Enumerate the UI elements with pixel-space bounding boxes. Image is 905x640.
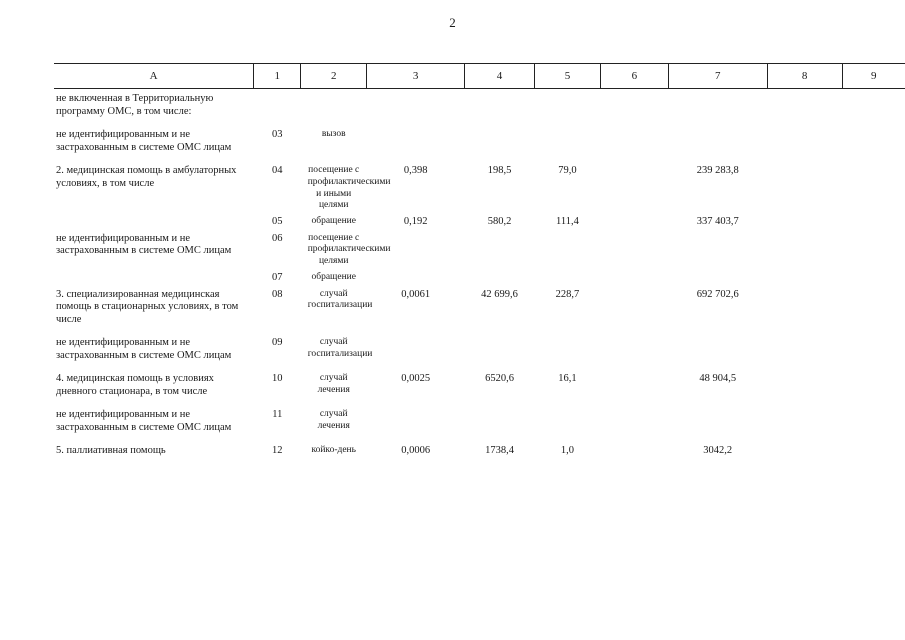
- table-row: [54, 161, 905, 212]
- col8-cell: [767, 285, 842, 334]
- col8-cell: [767, 89, 842, 126]
- row-name-cell: 5. паллиативная помощь: [56, 445, 166, 457]
- col5-cell: [535, 125, 601, 161]
- row-unit-cell: [301, 161, 391, 212]
- table-row: [54, 405, 905, 441]
- row-name-cell: [54, 268, 254, 285]
- table-row: [54, 333, 905, 369]
- col6-cell: [600, 441, 668, 465]
- col9-cell: [842, 89, 905, 126]
- col6-cell: [600, 89, 668, 126]
- row-unit-cell: [301, 333, 373, 369]
- col6-cell: [600, 229, 668, 268]
- services-table: [54, 63, 905, 465]
- col5-cell: 16,1: [558, 373, 577, 385]
- header-cell: 1: [254, 64, 301, 89]
- col6-cell: [600, 369, 668, 405]
- col9-cell: [842, 268, 905, 285]
- col4-cell: [465, 333, 535, 369]
- unit-text: случай госпитализации: [307, 337, 373, 359]
- col3-cell: [367, 125, 465, 161]
- col3-cell: 0,0006: [401, 445, 431, 457]
- col6-cell: [600, 333, 668, 369]
- col9-cell: [842, 405, 905, 441]
- col3-cell: 0,0061: [401, 288, 431, 300]
- row-unit-cell: [301, 405, 367, 441]
- row-code-cell: 07: [272, 272, 283, 284]
- row-code-cell: 10: [272, 373, 283, 385]
- col9-cell: [842, 285, 905, 334]
- col8-cell: [767, 333, 842, 369]
- row-code-cell: 12: [272, 445, 283, 457]
- header-cell: 8: [767, 64, 842, 89]
- unit-text: посещение с профилактическими целями: [307, 232, 391, 267]
- col8-cell: [767, 125, 842, 161]
- col3-cell: [367, 405, 465, 441]
- col5-cell: [535, 89, 601, 126]
- col6-cell: [600, 285, 668, 334]
- row-code-cell: 05: [272, 216, 283, 228]
- row-code-cell: 03: [272, 129, 283, 140]
- row-unit-cell: [301, 369, 367, 405]
- header-cell: 6: [600, 64, 668, 89]
- table-row: [54, 89, 905, 126]
- col9-cell: [842, 125, 905, 161]
- col4-cell: 6520,6: [485, 373, 514, 385]
- table-row: [54, 125, 905, 161]
- row-name-cell: не идентифицированным и не застрахованным в системе ОМС лицам: [56, 129, 232, 153]
- row-unit-cell: [301, 89, 367, 126]
- row-name-cell: не идентифицированным и не застрахованным в системе ОМС лицам: [56, 232, 232, 257]
- col7-cell: [668, 333, 767, 369]
- col7-cell: 239 283,8: [696, 165, 739, 176]
- row-unit-cell: [301, 441, 367, 465]
- col7-cell: [668, 125, 767, 161]
- table-row: [54, 369, 905, 405]
- table-row: [54, 441, 905, 465]
- col4-cell: [465, 125, 535, 161]
- header-cell: 7: [668, 64, 767, 89]
- col9-cell: [842, 333, 905, 369]
- col3-cell: 0,192: [403, 216, 428, 228]
- col3-cell: [367, 333, 465, 369]
- col5-cell: [535, 405, 601, 441]
- col7-cell: 337 403,7: [696, 216, 739, 228]
- col5-cell: [535, 229, 601, 268]
- col6-cell: [600, 268, 668, 285]
- unit-text: случай лечения: [317, 409, 350, 431]
- unit-text: койко-день: [311, 445, 356, 456]
- col9-cell: [842, 212, 905, 229]
- col7-cell: [668, 229, 767, 268]
- col9-cell: [842, 161, 905, 212]
- col8-cell: [767, 212, 842, 229]
- table-body: [54, 89, 905, 465]
- col7-cell: 3042,2: [703, 445, 733, 457]
- row-unit-cell: [301, 125, 367, 161]
- col3-cell: 0,398: [403, 165, 428, 176]
- row-name-cell: 4. медицинская помощь в условиях дневного стационара, в том числе: [56, 373, 214, 397]
- col4-cell: 1738,4: [485, 445, 514, 457]
- row-unit-cell: [301, 229, 391, 268]
- col8-cell: [767, 268, 842, 285]
- col5-cell: [535, 268, 601, 285]
- row-code-cell: [254, 89, 301, 126]
- header-cell: 5: [535, 64, 601, 89]
- table-row: [54, 212, 905, 229]
- col6-cell: [600, 161, 668, 212]
- row-code-cell: 04: [272, 165, 283, 176]
- col3-cell: [367, 268, 465, 285]
- col8-cell: [767, 441, 842, 465]
- unit-text: обращение: [311, 216, 356, 227]
- table-row: [54, 285, 905, 334]
- unit-text: вызов: [321, 129, 346, 139]
- col9-cell: [842, 369, 905, 405]
- col6-cell: [600, 405, 668, 441]
- row-name-cell: не включенная в Территориальную программу ОМС, в том числе:: [56, 93, 214, 117]
- table-row: [54, 268, 905, 285]
- row-name-cell: [54, 212, 254, 229]
- col8-cell: [767, 405, 842, 441]
- col4-cell: 198,5: [487, 165, 512, 176]
- unit-text: случай госпитализации: [307, 288, 373, 311]
- unit-text: обращение: [311, 272, 356, 283]
- header-cell: 2: [301, 64, 367, 89]
- row-unit-cell: [301, 285, 373, 334]
- col8-cell: [767, 369, 842, 405]
- row-name-cell: не идентифицированным и не застрахованным в системе ОМС лицам: [56, 409, 232, 433]
- col5-cell: 79,0: [558, 165, 577, 176]
- col7-cell: [668, 268, 767, 285]
- col5-cell: 111,4: [556, 216, 579, 228]
- col4-cell: [465, 405, 535, 441]
- header-cell: 9: [842, 64, 905, 89]
- unit-text: случай лечения: [317, 373, 350, 395]
- col7-cell: 48 904,5: [699, 373, 737, 385]
- col3-cell: 0,0025: [401, 373, 431, 385]
- col7-cell: [668, 89, 767, 126]
- unit-text: посещение с профилактическими и иными целями: [307, 165, 391, 211]
- row-code-cell: 11: [272, 409, 283, 421]
- col4-cell: 580,2: [487, 216, 512, 228]
- header-cell: А: [54, 64, 254, 89]
- row-code-cell: 08: [272, 288, 283, 300]
- col4-cell: [465, 89, 535, 126]
- row-name-cell: 3. специализированная медицинская помощь в стационарных условиях, в том числе: [56, 288, 239, 325]
- header-cell: 4: [465, 64, 535, 89]
- col7-cell: 692 702,6: [696, 288, 739, 300]
- col3-cell: [367, 89, 465, 126]
- row-name-cell: не идентифицированным и не застрахованным в системе ОМС лицам: [56, 337, 232, 361]
- row-name-cell: 2. медицинская помощь в амбулаторных условиях, в том числе: [56, 165, 237, 189]
- col8-cell: [767, 229, 842, 268]
- table-row: [54, 229, 905, 268]
- header-row: [54, 64, 905, 89]
- col8-cell: [767, 161, 842, 212]
- col5-cell: 1,0: [560, 445, 575, 457]
- page-number: 2: [449, 15, 456, 30]
- row-code-cell: 06: [272, 232, 283, 244]
- header-cell: 3: [367, 64, 465, 89]
- col4-cell: [465, 268, 535, 285]
- col5-cell: 228,7: [555, 288, 580, 300]
- col6-cell: [600, 125, 668, 161]
- row-code-cell: 09: [272, 337, 283, 349]
- col4-cell: 42 699,6: [481, 288, 518, 300]
- col7-cell: [668, 405, 767, 441]
- row-unit-cell: [301, 212, 367, 229]
- col6-cell: [600, 212, 668, 229]
- col9-cell: [842, 441, 905, 465]
- row-unit-cell: [301, 268, 367, 285]
- col5-cell: [535, 333, 601, 369]
- col4-cell: [465, 229, 535, 268]
- col9-cell: [842, 229, 905, 268]
